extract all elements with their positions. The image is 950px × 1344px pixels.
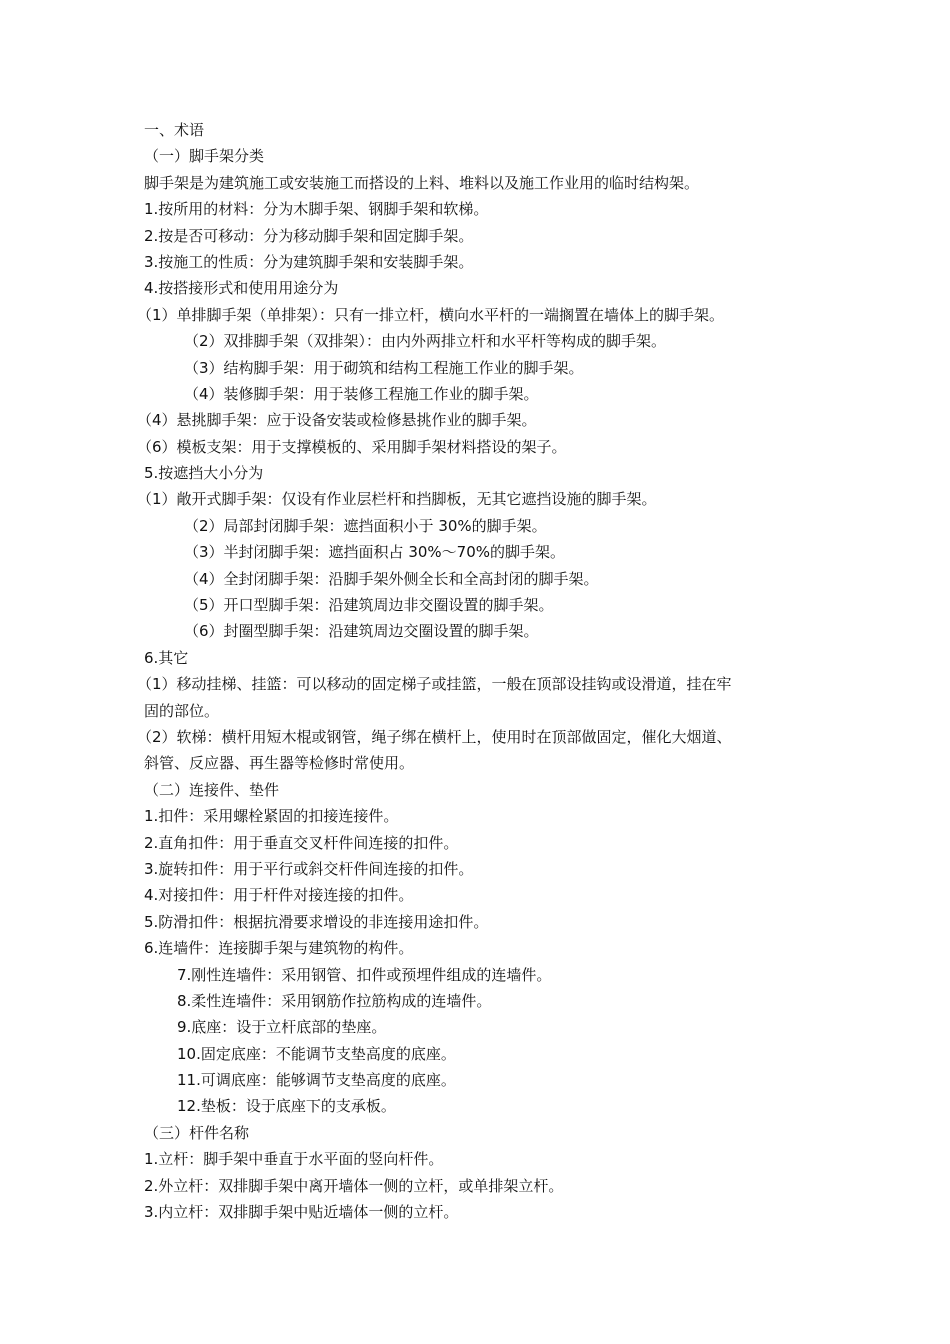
list-item: 7.刚性连墙件：采用钢管、扣件或预埋件组成的连墙件。 bbox=[177, 965, 552, 984]
list-item: 3.按施工的性质：分为建筑脚手架和安装脚手架。 bbox=[144, 252, 474, 271]
list-item: 12.垫板：设于底座下的支承板。 bbox=[177, 1097, 396, 1116]
list-item: 2.按是否可移动：分为移动脚手架和固定脚手架。 bbox=[144, 226, 474, 245]
sub-list-item: （3）结构脚手架：用于砌筑和结构工程施工作业的脚手架。 bbox=[184, 358, 584, 377]
list-item: 4.对接扣件：用于杆件对接连接的扣件。 bbox=[144, 886, 414, 905]
sub-list-item-continuation: 斜管、反应器、再生器等检修时常使用。 bbox=[144, 754, 415, 773]
paragraph: 脚手架是为建筑施工或安装施工而搭设的上料、堆料以及施工作业用的临时结构架。 bbox=[144, 173, 700, 192]
sub-list-item: （4）悬挑脚手架：应于设备安装或检修悬挑作业的脚手架。 bbox=[137, 411, 537, 430]
list-item: 4.按搭接形式和使用用途分为 bbox=[144, 279, 339, 298]
list-item: 2.直角扣件：用于垂直交叉杆件间连接的扣件。 bbox=[144, 833, 459, 852]
section-heading: 一、术语 bbox=[144, 121, 205, 139]
list-item: 9.底座：设于立杆底部的垫座。 bbox=[177, 1018, 387, 1037]
list-item: 1.按所用的材料：分为木脚手架、钢脚手架和软梯。 bbox=[144, 200, 489, 219]
list-item: 10.固定底座：不能调节支垫高度的底座。 bbox=[177, 1044, 456, 1063]
sub-list-item: （1）敞开式脚手架：仅设有作业层栏杆和挡脚板，无其它遮挡设施的脚手架。 bbox=[137, 490, 657, 509]
list-item: 5.防滑扣件：根据抗滑要求增设的非连接用途扣件。 bbox=[144, 912, 489, 931]
sub-list-item: （4）装修脚手架：用于装修工程施工作业的脚手架。 bbox=[184, 384, 539, 403]
list-item: 6.连墙件：连接脚手架与建筑物的构件。 bbox=[144, 939, 414, 958]
sub-list-item: （2）双排脚手架（双排架）：由内外两排立杆和水平杆等构成的脚手架。 bbox=[184, 332, 667, 351]
sub-list-item: （6）模板支架：用于支撑模板的、采用脚手架材料搭设的架子。 bbox=[137, 437, 567, 456]
subsection-heading: （一）脚手架分类 bbox=[144, 147, 265, 166]
sub-list-item: （5）开口型脚手架：沿建筑周边非交圈设置的脚手架。 bbox=[184, 596, 554, 615]
subsection-heading: （二）连接件、垫件 bbox=[144, 780, 280, 799]
list-item: 3.内立杆：双排脚手架中贴近墙体一侧的立杆。 bbox=[144, 1203, 459, 1222]
sub-list-item-continuation: 固的部位。 bbox=[144, 701, 220, 720]
sub-list-item: （1）单排脚手架（单排架）：只有一排立杆，横向水平杆的一端搁置在墙体上的脚手架。 bbox=[137, 305, 725, 324]
list-item: 3.旋转扣件：用于平行或斜交杆件间连接的扣件。 bbox=[144, 859, 474, 878]
list-item: 1.扣件：采用螺栓紧固的扣接连接件。 bbox=[144, 807, 399, 826]
sub-list-item: （3）半封闭脚手架：遮挡面积占 30%～70%的脚手架。 bbox=[184, 543, 565, 562]
sub-list-item: （4）全封闭脚手架：沿脚手架外侧全长和全高封闭的脚手架。 bbox=[184, 569, 599, 588]
sub-list-item: （2）局部封闭脚手架：遮挡面积小于 30%的脚手架。 bbox=[184, 516, 547, 535]
list-item: 11.可调底座：能够调节支垫高度的底座。 bbox=[177, 1071, 456, 1090]
sub-list-item: （2）软梯：横杆用短木棍或钢管，绳子绑在横杆上，使用时在顶部做固定，催化大烟道、 bbox=[137, 727, 732, 746]
list-item: 1.立杆：脚手架中垂直于水平面的竖向杆件。 bbox=[144, 1150, 444, 1169]
sub-list-item: （6）封圈型脚手架：沿建筑周边交圈设置的脚手架。 bbox=[184, 622, 539, 641]
sub-list-item: （1）移动挂梯、挂篮：可以移动的固定梯子或挂篮，一般在顶部设挂钩或设滑道，挂在牢 bbox=[137, 675, 732, 694]
list-item: 8.柔性连墙件：采用钢筋作拉筋构成的连墙件。 bbox=[177, 991, 492, 1010]
subsection-heading: （三）杆件名称 bbox=[144, 1123, 250, 1142]
list-item: 6.其它 bbox=[144, 648, 189, 667]
document-body bbox=[137, 117, 820, 1225]
list-item: 5.按遮挡大小分为 bbox=[144, 464, 264, 483]
list-item: 2.外立杆：双排脚手架中离开墙体一侧的立杆，或单排架立杆。 bbox=[144, 1176, 564, 1195]
